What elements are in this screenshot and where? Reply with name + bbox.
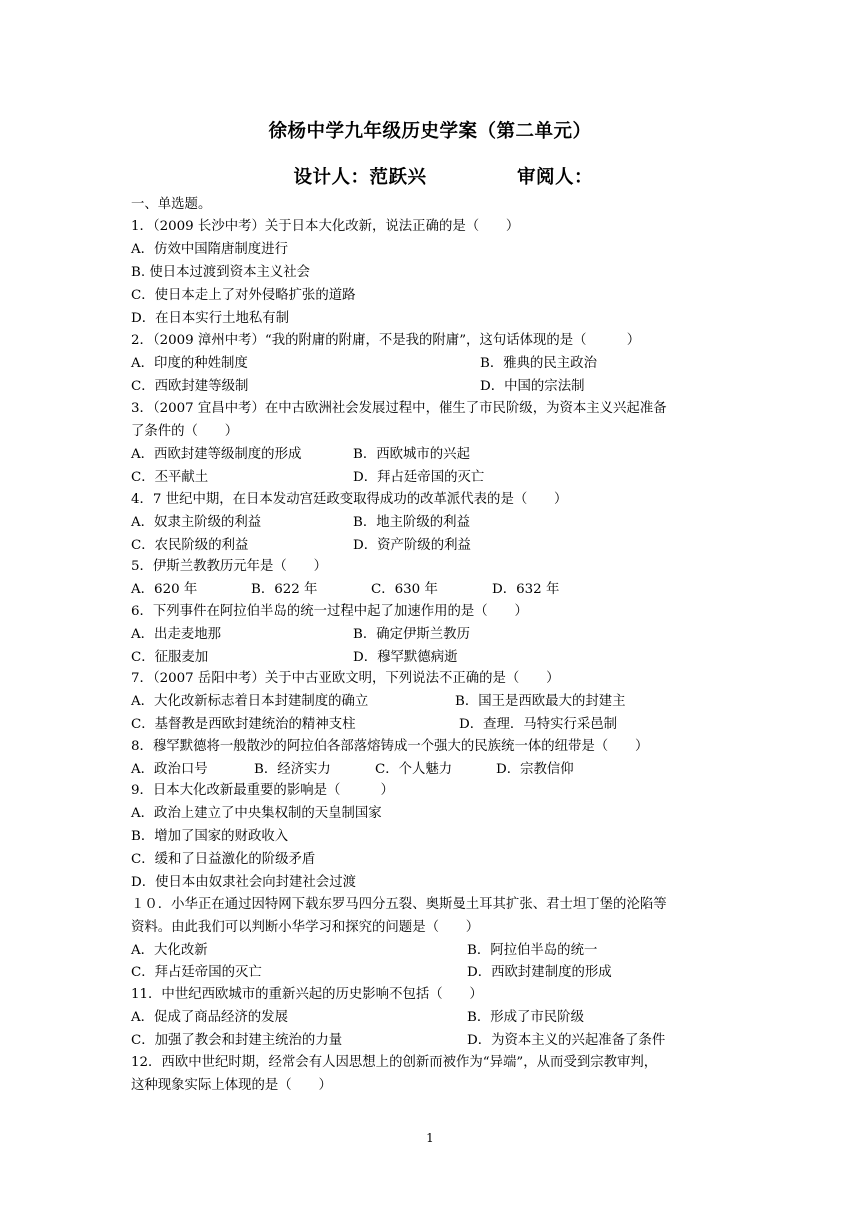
question-stem: 8．穆罕默德将一般散沙的阿拉伯各部落熔铸成一个强大的民族统一体的纽带是（ ） — [131, 739, 649, 754]
question-option: D．中国的宗法制 — [480, 379, 585, 394]
question-option: C．征服麦加 — [131, 650, 209, 665]
page-number: 1 — [426, 1131, 434, 1145]
question-stem: 7．（2007 岳阳中考）关于中古亚欧文明，下列说法不正确的是（ ） — [131, 671, 560, 686]
question-option: B. 使日本过渡到资本主义社会 — [131, 265, 311, 280]
question-stem: 5．伊斯兰教教历元年是（ ） — [131, 559, 327, 574]
question-stem: 3．（2007 宜昌中考）在中古欧洲社会发展过程中，催生了市民阶级，为资本主义兴起准备 — [131, 401, 667, 416]
question-option: A．印度的种姓制度 — [131, 356, 248, 371]
section-heading: 一、单选题。 — [131, 197, 212, 212]
question-option: D．查理．马特实行采邑制 — [459, 717, 618, 732]
question-stem: 11．中世纪西欧城市的重新兴起的历史影响不包括（ ） — [131, 987, 483, 1002]
question-option: B．622 年 — [251, 582, 318, 597]
question-option: B．经济实力 — [254, 762, 331, 777]
question-option: C．农民阶级的利益 — [131, 538, 249, 553]
question-stem: 2．（2009 漳州中考）“我的附庸的附庸，不是我的附庸”，这句话体现的是（ ） — [131, 333, 641, 348]
question-option: D．穆罕默德病逝 — [353, 650, 458, 665]
question-stem: 12．西欧中世纪时期，经常会有人因思想上的创新而被作为“异端”，从而受到宗教审判， — [131, 1055, 658, 1070]
question-stem: 4．7 世纪中期，在日本发动宫廷政变取得成功的改革派代表的是（ ） — [131, 492, 568, 507]
question-stem: 了条件的（ ） — [131, 424, 239, 439]
question-option: A．奴隶主阶级的利益 — [131, 515, 262, 530]
page-title: 徐杨中学九年级历史学案（第二单元） — [268, 121, 592, 142]
question-option: C．使日本走上了对外侵略扩张的道路 — [131, 288, 356, 303]
question-option: D．西欧封建制度的形成 — [467, 965, 612, 980]
question-stem: 9．日本大化改新最重要的影响是（ ） — [131, 783, 394, 798]
question-option: B．形成了市民阶级 — [467, 1010, 584, 1025]
question-stem: 资料。由此我们可以判断小华学习和探究的问题是（ ） — [131, 920, 480, 935]
question-option: D．632 年 — [492, 582, 560, 597]
question-option: A．政治上建立了中央集权制的天皇制国家 — [131, 806, 382, 821]
question-option: C．基督教是西欧封建统治的精神支柱 — [131, 717, 356, 732]
question-stem: 这种现象实际上体现的是（ ） — [131, 1078, 332, 1093]
question-option: C．缓和了日益激化的阶级矛盾 — [131, 852, 316, 867]
question-option: B．地主阶级的利益 — [353, 515, 470, 530]
question-option: A．出走麦地那 — [131, 627, 222, 642]
question-option: C．西欧封建等级制 — [131, 379, 249, 394]
question-option: B．确定伊斯兰教历 — [353, 627, 470, 642]
question-stem: １０．小华正在通过因特网下载东罗马四分五裂、奥斯曼土耳其扩张、君士坦丁堡的沦陷等 — [131, 897, 667, 912]
question-option: C．拜占廷帝国的灭亡 — [131, 965, 262, 980]
question-stem: 1．（2009 长沙中考）关于日本大化改新，说法正确的是（ ） — [131, 219, 520, 234]
question-option: B．增加了国家的财政收入 — [131, 829, 289, 844]
question-option: D．在日本实行土地私有制 — [131, 311, 290, 326]
question-option: B．国王是西欧最大的封建主 — [455, 694, 626, 709]
question-option: A．仿效中国隋唐制度进行 — [131, 242, 288, 257]
question-option: B．西欧城市的兴起 — [353, 447, 470, 462]
question-option: D．宗教信仰 — [496, 762, 574, 777]
question-option: D．拜占廷帝国的灭亡 — [353, 470, 485, 485]
question-option: D．资产阶级的利益 — [353, 538, 471, 553]
question-option: D．为资本主义的兴起准备了条件 — [467, 1033, 666, 1048]
question-stem: 6．下列事件在阿拉伯半岛的统一过程中起了加速作用的是（ ） — [131, 604, 528, 619]
question-option: B．雅典的民主政治 — [480, 356, 597, 371]
question-option: C．丕平献土 — [131, 470, 209, 485]
question-option: D．使日本由奴隶社会向封建社会过渡 — [131, 875, 356, 890]
question-option: C．加强了教会和封建主统治的力量 — [131, 1033, 343, 1048]
question-option: C．个人魅力 — [375, 762, 453, 777]
reviewer-label: 审阅人： — [516, 167, 593, 188]
question-option: A．大化改新 — [131, 943, 208, 958]
question-option: A．政治口号 — [131, 762, 208, 777]
designer-label: 设计人：范跃兴 — [293, 167, 427, 188]
question-option: A．促成了商品经济的发展 — [131, 1010, 288, 1025]
question-option: A．620 年 — [131, 582, 198, 597]
question-option: C．630 年 — [371, 582, 438, 597]
question-option: A．大化改新标志着日本封建制度的确立 — [131, 694, 369, 709]
question-option: B．阿拉伯半岛的统一 — [467, 943, 598, 958]
question-option: A．西欧封建等级制度的形成 — [131, 447, 302, 462]
